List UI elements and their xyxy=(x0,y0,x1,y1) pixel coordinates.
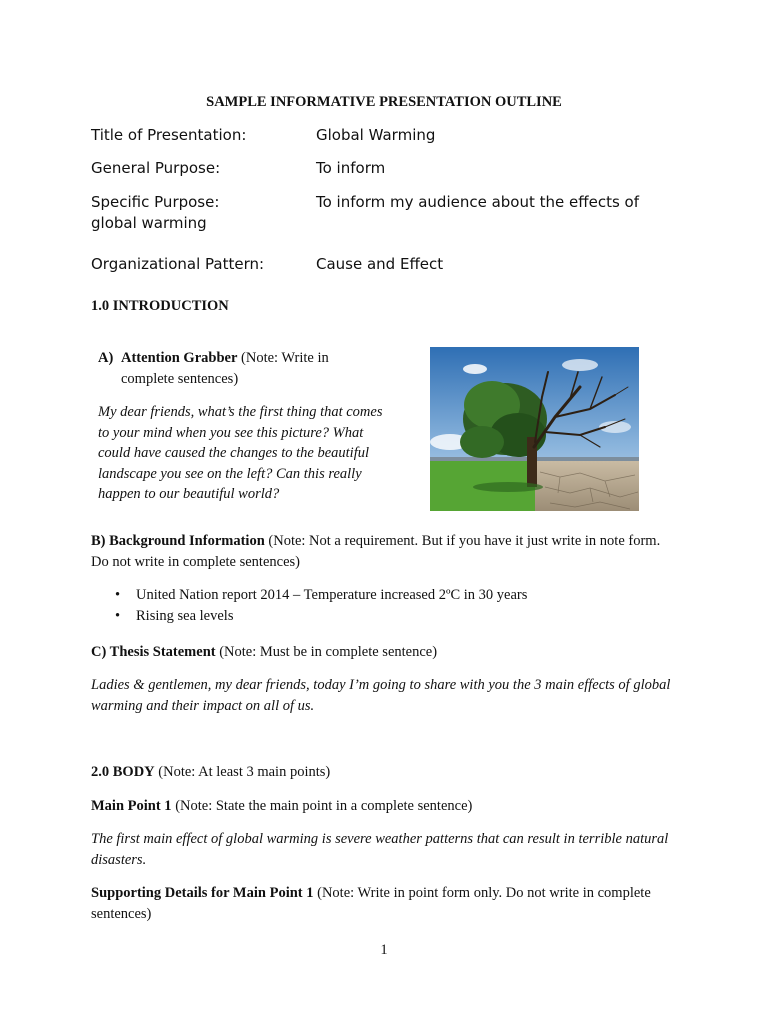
main-point-1-label: Main Point 1 xyxy=(91,798,172,814)
thesis-statement-note: (Note: Must be in complete sentence) xyxy=(215,644,438,660)
background-information-label: B) Background Information xyxy=(91,533,265,549)
attention-grabber-label: Attention Grabber xyxy=(121,350,238,366)
attention-grabber-quote: My dear friends, what’s the first thing that comes to your mind when you see this picture? What could have caused the changes to the beautiful landscape you see on the left? Can this really happen to our beautiful world? xyxy=(98,404,383,503)
meta-label: Title of Presentation: xyxy=(91,126,247,144)
introduction-heading: 1.0 INTRODUCTION xyxy=(91,298,229,314)
list-marker: A) xyxy=(98,350,114,366)
global-warming-tree-image xyxy=(430,347,639,511)
meta-label: Specific Purpose: xyxy=(91,193,220,211)
main-point-1-text: The first main effect of global warming is severe weather patterns that can result in terrible natural disasters. xyxy=(91,831,669,868)
meta-specific-purpose-row xyxy=(91,192,661,234)
body-heading-note: (Note: At least 3 main points) xyxy=(154,764,331,780)
thesis-statement-text: Ladies & gentlemen, my dear friends, today I’m going to share with you the 3 main effects of global warming and their impact on all of us. xyxy=(91,677,671,714)
main-point-1 xyxy=(91,796,681,817)
meta-value: Global Warming xyxy=(316,126,436,144)
meta-value: To inform my audience about the effects of xyxy=(316,193,639,211)
thesis-statement xyxy=(91,642,681,663)
meta-organizational-pattern-row xyxy=(91,254,443,275)
list-item: • Rising sea levels xyxy=(91,606,527,627)
meta-value: To inform xyxy=(316,159,386,177)
meta-label: Organizational Pattern: xyxy=(91,255,265,273)
meta-value: Cause and Effect xyxy=(316,255,444,273)
meta-label: General Purpose: xyxy=(91,159,221,177)
attention-grabber-note-cont: complete sentences) xyxy=(121,371,239,387)
supporting-details-1 xyxy=(91,883,681,925)
page-number: 1 xyxy=(380,942,388,958)
background-information-note: (Note: Not a requirement. But if you have it just write in note form. Do not write in complete sentences) xyxy=(91,533,661,570)
supporting-details-1-note: (Note: Write in point form only. Do not write in complete sentences) xyxy=(91,885,651,922)
document-title: SAMPLE INFORMATIVE PRESENTATION OUTLINE xyxy=(206,94,562,110)
attention-grabber-note: (Note: Write in xyxy=(237,350,329,366)
background-information xyxy=(91,531,681,573)
meta-title-row xyxy=(91,125,435,146)
main-point-1-note: (Note: State the main point in a complete sentence) xyxy=(171,798,473,814)
body-heading xyxy=(91,762,681,783)
background-bullet-list xyxy=(91,585,527,627)
body-heading-label: 2.0 BODY xyxy=(91,764,155,780)
supporting-details-1-label: Supporting Details for Main Point 1 xyxy=(91,885,314,901)
meta-general-purpose-row xyxy=(91,158,385,179)
thesis-statement-label: C) Thesis Statement xyxy=(91,644,216,660)
meta-value-continuation: global warming xyxy=(91,214,207,232)
list-item: • United Nation report 2014 – Temperature increased 2ºC in 30 years xyxy=(91,585,527,606)
attention-grabber-item xyxy=(98,348,368,390)
